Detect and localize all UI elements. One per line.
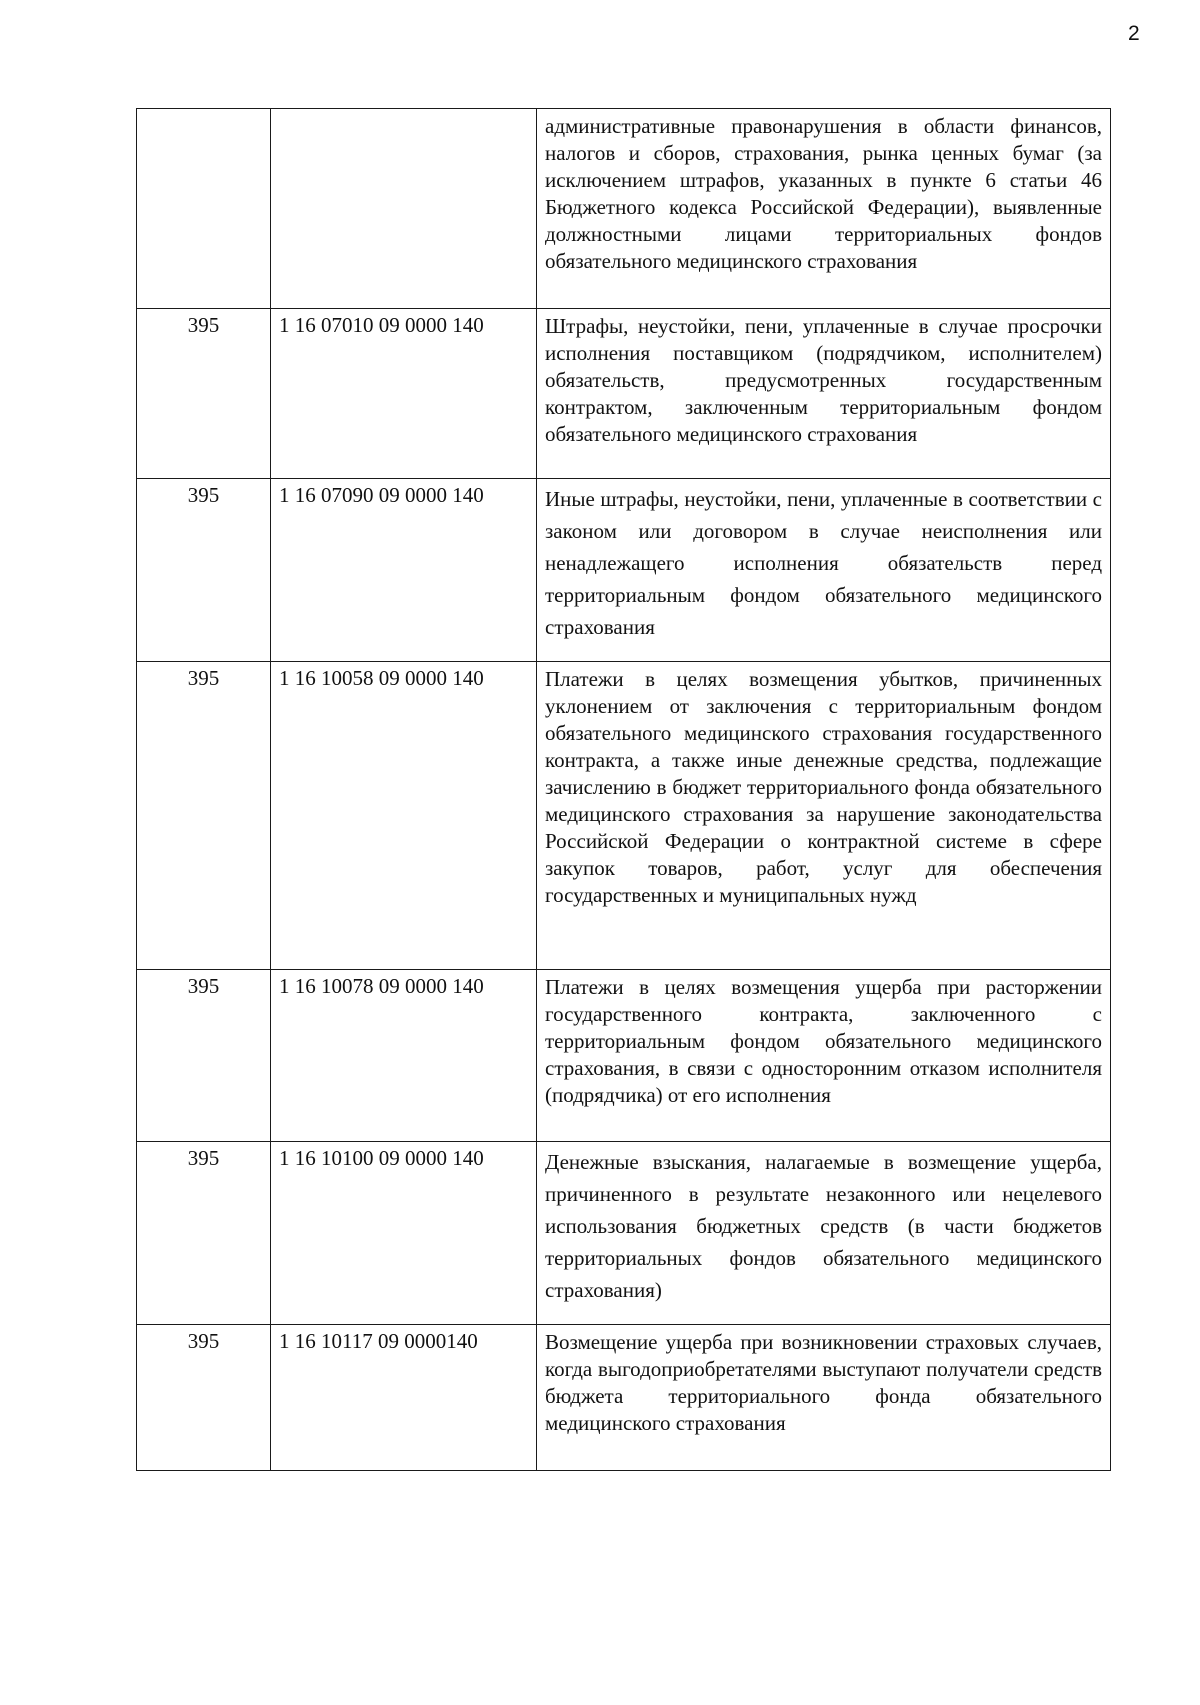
table-row: [137, 109, 1111, 309]
admin-code-cell: 395: [137, 1142, 271, 1325]
admin-code-cell: 395: [137, 309, 271, 479]
description-cell: Денежные взыскания, налагаемые в возмещение ущерба, причиненного в результате незаконного или нецелевого использования бюджетных средств (в части бюджетов территориальных фондов обязательного медицинского страхования): [537, 1142, 1111, 1325]
description-cell: Платежи в целях возмещения убытков, причиненных уклонением от заключения с территориальным фондом обязательного медицинского страхования государственного контракта, а также иные денежные средства, подлежащие зачислению в бюджет территориального фонда обязательного медицинского страхования за нарушение законодательства Российской Федерации о контрактной системе в сфере закупок товаров, работ, услуг для обеспечения государственных и муниципальных нужд: [537, 662, 1111, 970]
description-cell: Штрафы, неустойки, пени, уплаченные в случае просрочки исполнения поставщиком (подрядчиком, исполнителем) обязательств, предусмотренных государственным контрактом, заключенным территориальным фондом обязательного медицинского страхования: [537, 309, 1111, 479]
admin-code-cell: 395: [137, 662, 271, 970]
description-cell: административные правонарушения в области финансов, налогов и сборов, страхования, рынка ценных бумаг (за исключением штрафов, указанных в пункте 6 статьи 46 Бюджетного кодекса Российской Федерации), выявленные должностными лицами территориальных фондов обязательного медицинского страхования: [537, 109, 1111, 309]
table-row: [137, 1142, 1111, 1325]
admin-code-cell: [137, 109, 271, 309]
table-row: [137, 309, 1111, 479]
budget-code-cell: 1 16 10100 09 0000 140: [271, 1142, 537, 1325]
table-row: [137, 479, 1111, 662]
budget-code-cell: 1 16 07010 09 0000 140: [271, 309, 537, 479]
budget-code-cell: 1 16 10078 09 0000 140: [271, 970, 537, 1142]
page-number: 2: [1128, 22, 1140, 45]
budget-code-cell: [271, 109, 537, 309]
description-cell: Платежи в целях возмещения ущерба при расторжении государственного контракта, заключенного с территориальным фондом обязательного медицинского страхования, в связи с односторонним отказом исполнителя (подрядчика) от его исполнения: [537, 970, 1111, 1142]
admin-code-cell: 395: [137, 970, 271, 1142]
admin-code-cell: 395: [137, 479, 271, 662]
admin-code-cell: 395: [137, 1325, 271, 1471]
revenue-codes-table: [136, 108, 1111, 1471]
table-row: [137, 1325, 1111, 1471]
table-row: [137, 970, 1111, 1142]
table-row: [137, 662, 1111, 970]
budget-code-cell: 1 16 10058 09 0000 140: [271, 662, 537, 970]
budget-code-cell: 1 16 10117 09 0000140: [271, 1325, 537, 1471]
description-cell: Возмещение ущерба при возникновении страховых случаев, когда выгодоприобретателями выступают получатели средств бюджета территориального фонда обязательного медицинского страхования: [537, 1325, 1111, 1471]
description-cell: Иные штрафы, неустойки, пени, уплаченные в соответствии с законом или договором в случае неисполнения или ненадлежащего исполнения обязательств перед территориальным фондом обязательного медицинского страхования: [537, 479, 1111, 662]
budget-code-cell: 1 16 07090 09 0000 140: [271, 479, 537, 662]
